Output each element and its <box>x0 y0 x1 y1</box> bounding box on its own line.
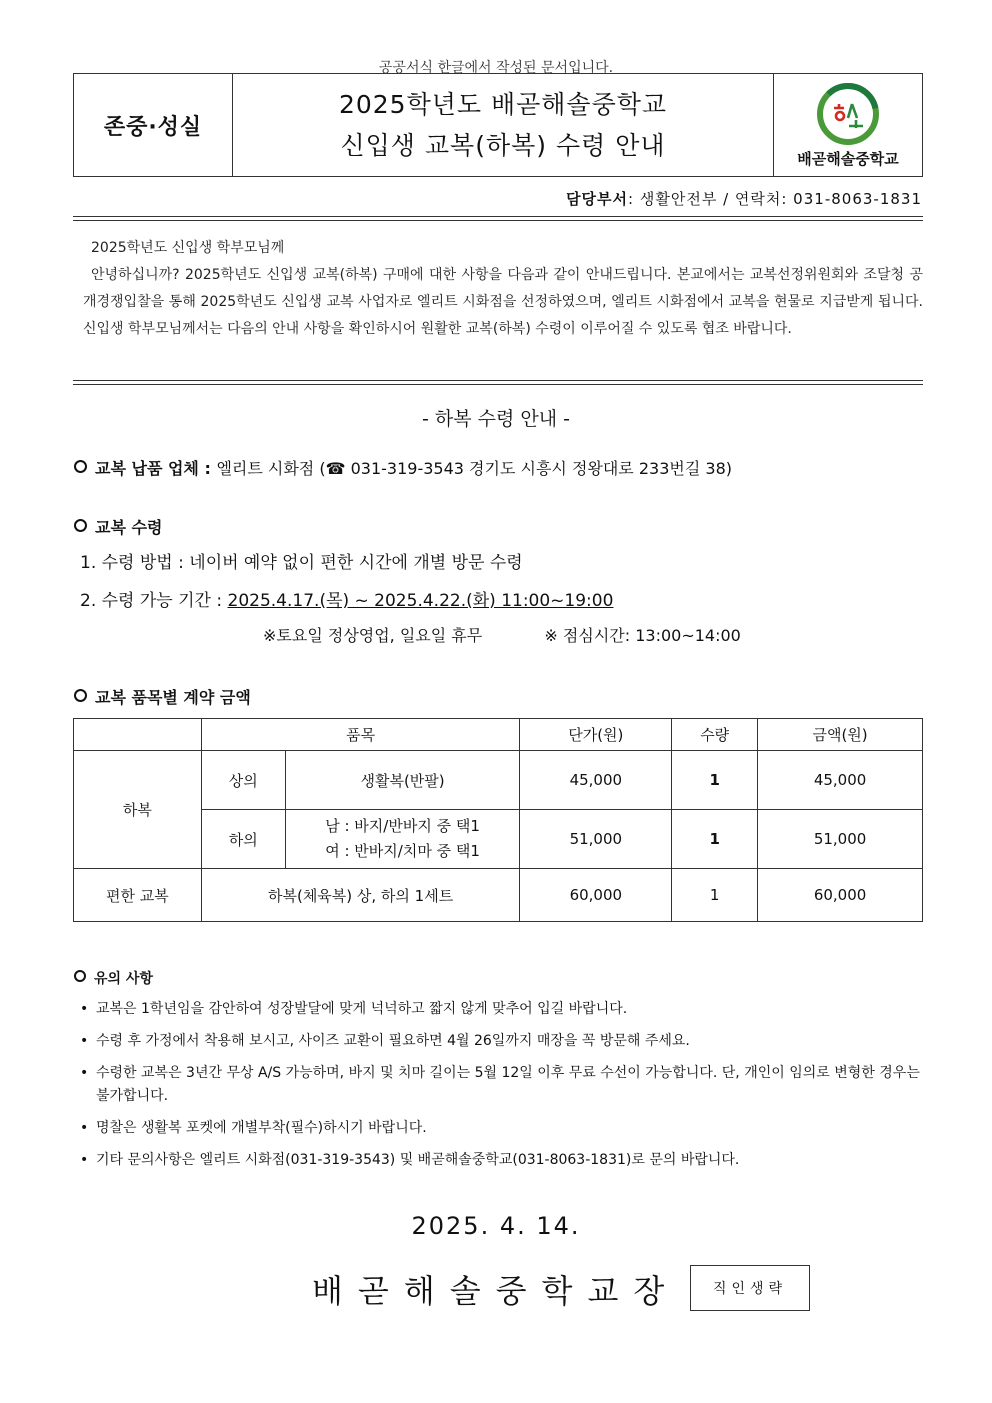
header-box <box>73 73 923 177</box>
header-quantity: 수량 <box>672 719 758 751</box>
notes-heading <box>74 968 924 988</box>
greeting-salutation: 2025학년도 신입생 학부모님께 <box>91 240 285 256</box>
pickup-note-weekend: ※토요일 정상영업, 일요일 휴무 <box>263 626 483 645</box>
pickup-period-value: 2025.4.17.(목) ~ 2025.4.22.(화) 11:00~19:00 <box>227 591 614 611</box>
title-line-1: 2025학년도 배곧해솔중학교 <box>338 90 668 119</box>
supplier-line <box>74 456 732 479</box>
title-cell <box>233 74 774 176</box>
section-title: - 하복 수령 안내 - <box>422 408 570 430</box>
amount-bottom: 51,000 <box>758 810 923 869</box>
divider-top <box>73 216 923 221</box>
dept-contact-value: : 생활안전부 / 연락처: 031-8063-1831 <box>628 190 922 208</box>
table-row <box>74 751 923 810</box>
pickup-note-lunch: ※ 점심시간: 13:00~14:00 <box>544 626 741 645</box>
item-bottom-female: 여 : 반바지/치마 중 택1 <box>325 842 480 860</box>
qty-bottom: 1 <box>672 810 758 869</box>
qty-casual: 1 <box>672 869 758 922</box>
notes-label: 유의 사항 <box>94 971 153 987</box>
qty-top: 1 <box>672 751 758 810</box>
circle-bullet-icon <box>74 689 87 702</box>
contact-line <box>566 188 922 209</box>
list-item: • 교복은 1학년임을 감안하여 성장발달에 맞게 넉넉하고 짧지 않게 맞추어 입길 바랍니다. <box>74 998 924 1021</box>
header-empty <box>74 719 202 751</box>
header-item: 품목 <box>201 719 520 751</box>
price-heading <box>74 685 251 708</box>
list-item: • 명찰은 생활복 포켓에 개별부착(필수)하시기 바랍니다. <box>74 1117 924 1140</box>
top-notice: 공공서식 한글에서 작성된 문서입니다. <box>378 60 614 76</box>
seal-omitted-box: 직인생략 <box>690 1265 810 1311</box>
circle-bullet-icon <box>74 460 87 473</box>
cat-bottom: 하의 <box>201 810 285 869</box>
dept-label: 담당부서 <box>566 190 629 208</box>
item-top: 생활복(반팔) <box>285 751 520 810</box>
principal-signature: 배곧해솔중학교장 <box>312 1272 680 1310</box>
notes-list <box>74 998 924 1172</box>
pickup-heading <box>74 515 162 538</box>
motto-cell <box>74 74 233 176</box>
document-date: 2025. 4. 14. <box>411 1212 581 1240</box>
unit-top: 45,000 <box>520 751 672 810</box>
pickup-notes <box>263 623 741 646</box>
table-header-row <box>74 719 923 751</box>
item-casual: 하복(체육복) 상, 하의 1세트 <box>201 869 520 922</box>
pickup-period-label: 2. 수령 가능 기간 : <box>80 591 223 611</box>
header-unit-price: 단가(원) <box>520 719 672 751</box>
list-item: • 수령한 교복은 3년간 무상 A/S 가능하며, 바지 및 치마 길이는 5월 12일 이후 무료 수선이 가능합니다. 단, 개인이 임의로 변형한 경우는 불가합니다. <box>74 1062 924 1108</box>
amount-top: 45,000 <box>758 751 923 810</box>
amount-casual: 60,000 <box>758 869 923 922</box>
item-bottom <box>285 810 520 869</box>
logo-school-name: 배곧해솔중학교 <box>797 149 899 168</box>
circle-bullet-icon <box>74 970 86 982</box>
school-logo-icon <box>816 82 880 146</box>
greeting-body: 안녕하십니까? 2025학년도 신입생 교복(하복) 구매에 대한 사항을 다음과 같이 안내드립니다. 본교에서는 교복선정위원회와 조달청 공개경쟁입찰을 통해 2025학년도 신입생 교복 사업자로 엘리트 시화점을 선정하였으며, 엘리트 시화점에서 교복을 현물로 지급받게 됩니다. 신입생 학부모님께서는 다음의 안내 사항을 확인하시어 원활한 교복(하복) 수령이 이루어질 수 있도록 협조 바랍니다. <box>83 267 923 337</box>
price-label: 교복 품목별 계약 금액 <box>95 688 251 707</box>
pickup-method-label: 1. 수령 방법 : <box>80 553 184 573</box>
header-amount: 금액(원) <box>758 719 923 751</box>
pickup-label: 교복 수령 <box>95 518 163 537</box>
logo-cell <box>774 74 922 176</box>
greeting <box>83 235 923 343</box>
group-casual: 편한 교복 <box>74 869 202 922</box>
pickup-period <box>80 586 613 611</box>
item-bottom-male: 남 : 바지/반바지 중 택1 <box>325 817 480 835</box>
school-motto: 존중·성실 <box>103 114 203 140</box>
group-summer: 하복 <box>74 751 202 869</box>
pickup-method <box>80 548 523 573</box>
notes-section <box>74 968 924 1181</box>
pickup-method-value: 네이버 예약 없이 편한 시간에 개별 방문 수령 <box>189 553 523 573</box>
unit-bottom: 51,000 <box>520 810 672 869</box>
cat-top: 상의 <box>201 751 285 810</box>
list-item: • 수령 후 가정에서 착용해 보시고, 사이즈 교환이 필요하면 4월 26일까지 매장을 꼭 방문해 주세요. <box>74 1030 924 1053</box>
circle-bullet-icon <box>74 519 87 532</box>
table-row <box>74 869 923 922</box>
price-table <box>73 718 923 922</box>
unit-casual: 60,000 <box>520 869 672 922</box>
divider-middle <box>73 380 923 385</box>
table-row <box>74 810 923 869</box>
supplier-label: 교복 납품 업체 : <box>95 459 211 478</box>
supplier-value: 엘리트 시화점 (☎ 031-319-3543 경기도 시흥시 정왕대로 233번길 38) <box>216 459 732 478</box>
title-line-2: 신입생 교복(하복) 수령 안내 <box>340 131 666 160</box>
list-item: • 기타 문의사항은 엘리트 시화점(031-319-3543) 및 배곧해솔중학교(031-8063-1831)로 문의 바랍니다. <box>74 1149 924 1172</box>
